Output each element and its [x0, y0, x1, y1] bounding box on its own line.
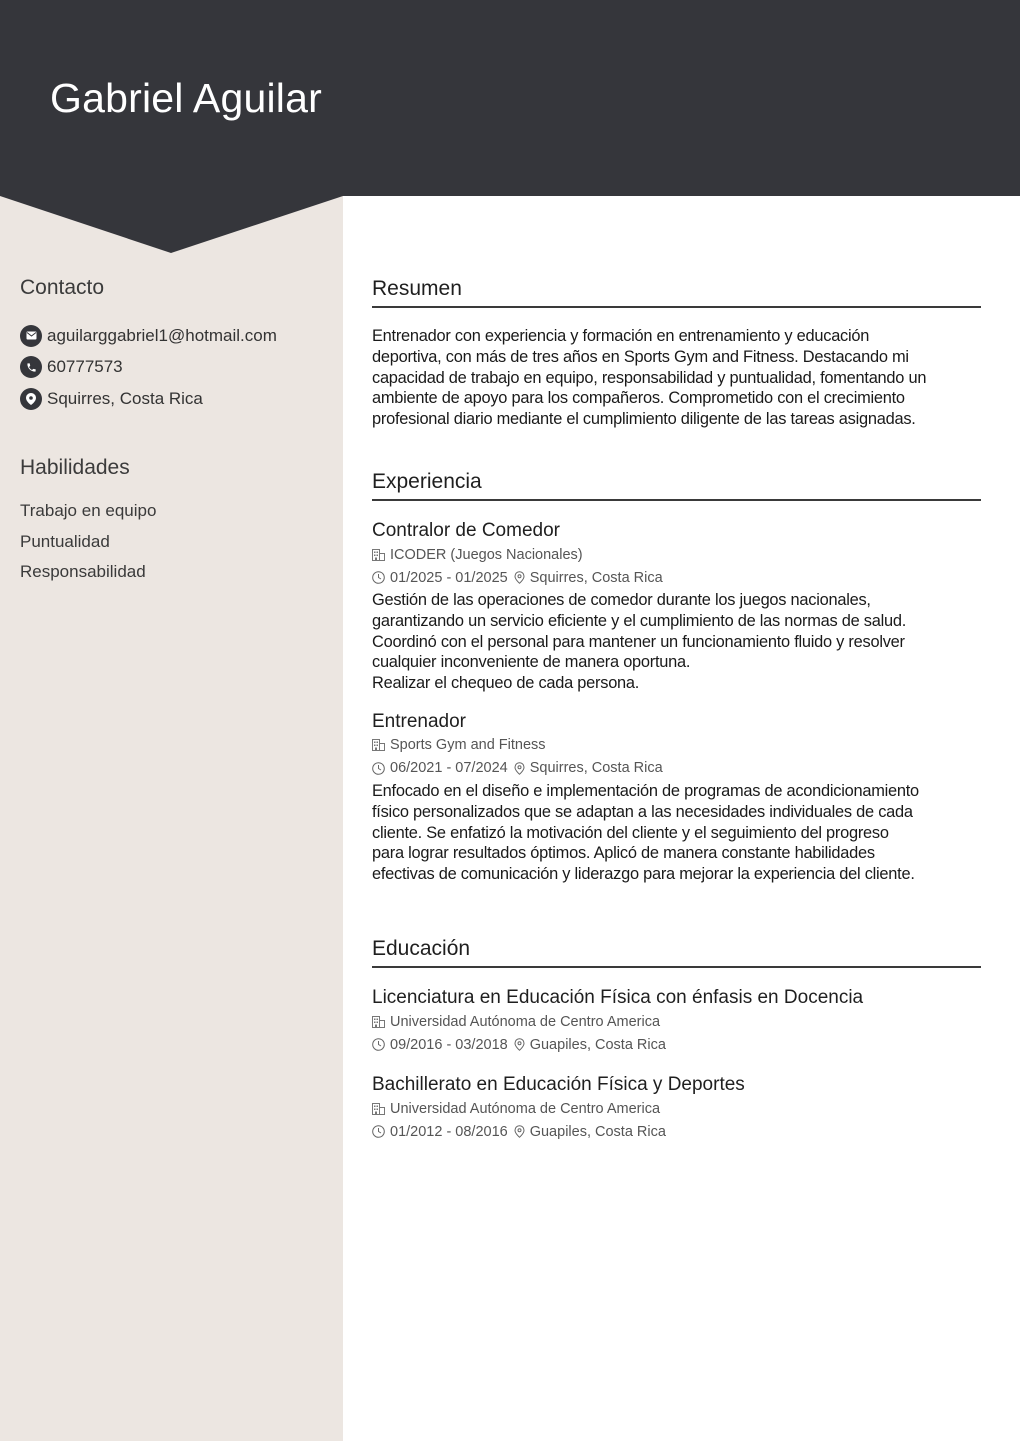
job-title: Contralor de Comedor — [372, 520, 560, 541]
contact-phone-text: 60777573 — [47, 357, 123, 377]
summary-line: deportiva, con más de tres años en Sports Gym and Fitness. Destacando mi — [372, 347, 909, 366]
clock-icon — [372, 762, 385, 775]
experience-heading: Experiencia — [372, 469, 981, 501]
location-pin-icon — [514, 762, 525, 775]
phone-icon — [20, 356, 42, 378]
employer-row — [372, 543, 981, 566]
clock-icon — [372, 1125, 385, 1138]
location-pin-icon — [514, 571, 525, 584]
clock-icon — [372, 1038, 385, 1051]
description-line: cliente. Se enfatizó la motivación del cliente y el seguimiento del progreso — [372, 823, 889, 842]
contact-email[interactable] — [20, 320, 277, 352]
dates-location-row — [372, 757, 981, 780]
dates-location-row — [372, 1120, 981, 1143]
building-icon — [372, 1103, 385, 1115]
education-entry — [372, 986, 981, 1056]
institution-row — [372, 1097, 981, 1120]
header-banner — [0, 0, 1020, 196]
building-icon — [372, 549, 385, 561]
skill-item: Responsabilidad — [20, 562, 146, 581]
date-range: 01/2025 - 01/2025 — [390, 569, 508, 586]
summary-line: Entrenador con experiencia y formación en entrenamiento y educación — [372, 327, 870, 345]
date-range: 09/2016 - 03/2018 — [390, 1036, 508, 1053]
envelope-icon — [20, 325, 42, 347]
candidate-name: Gabriel Aguilar — [50, 75, 322, 121]
job-description — [372, 590, 981, 694]
employer-row — [372, 734, 981, 757]
degree-title: Licenciatura en Educación Física con énfasis en Docencia — [372, 987, 864, 1008]
experience-section — [372, 469, 981, 885]
description-line: físico personalizados que se adaptan a las necesidades individuales de cada — [372, 802, 913, 821]
job-location: Squirres, Costa Rica — [529, 569, 663, 586]
building-icon — [372, 739, 385, 751]
institution-name: Universidad Autónoma de Centro America — [390, 1013, 661, 1030]
dates-location-row — [372, 566, 981, 589]
location-pin-icon — [514, 1038, 525, 1051]
date-range: 01/2012 - 08/2016 — [390, 1123, 508, 1140]
description-line: Enfocado en el diseño e implementación de programas de acondicionamiento — [372, 781, 919, 800]
date-range: 06/2021 - 07/2024 — [390, 760, 508, 777]
experience-entry — [372, 710, 981, 885]
building-icon — [372, 1016, 385, 1028]
skills-heading: Habilidades — [20, 456, 130, 479]
degree-title: Bachillerato en Educación Física y Deportes — [372, 1074, 745, 1095]
description-line: Realizar el chequeo de cada persona. — [372, 674, 640, 693]
description-line: cualquier inconveniente de manera oportuna. — [372, 653, 691, 672]
summary-line: profesional diario mediante el cumplimiento diligente de las tareas asignadas. — [372, 410, 916, 429]
contact-location-text: Squirres, Costa Rica — [47, 388, 203, 408]
contact-location — [20, 383, 277, 415]
location-pin-icon — [514, 1125, 525, 1138]
location-pin-icon — [20, 388, 42, 410]
summary-heading: Resumen — [372, 276, 981, 308]
dates-location-row — [372, 1033, 981, 1056]
summary-line: capacidad de trabajo en equipo, responsabilidad y puntualidad, fomentando un — [372, 368, 927, 387]
job-title: Entrenador — [372, 710, 467, 732]
summary-text — [372, 326, 981, 430]
description-line: Gestión de las operaciones de comedor durante los juegos nacionales, — [372, 591, 871, 609]
contact-heading: Contacto — [20, 276, 105, 299]
institution-location: Guapiles, Costa Rica — [529, 1123, 666, 1140]
skill-item: Puntualidad — [20, 531, 110, 551]
description-line: efectivas de comunicación y liderazgo para mejorar la experiencia del cliente. — [372, 865, 915, 884]
job-description — [372, 781, 981, 885]
description-line: garantizando un servicio eficiente y el cumplimiento de las normas de salud. — [372, 611, 907, 630]
experience-entry — [372, 519, 981, 694]
summary-line: ambiente de apoyo para los compañeros. Comprometido con el crecimiento — [372, 389, 905, 408]
contact-phone[interactable] — [20, 352, 277, 384]
institution-name: Universidad Autónoma de Centro America — [390, 1100, 661, 1117]
skill-item: Trabajo en equipo — [20, 501, 157, 520]
education-entry — [372, 1073, 981, 1143]
education-section — [372, 936, 981, 1143]
institution-row — [372, 1010, 981, 1033]
employer-name: Sports Gym and Fitness — [390, 737, 546, 754]
job-location: Squirres, Costa Rica — [529, 760, 663, 777]
contact-list — [20, 320, 277, 415]
employer-name: ICODER (Juegos Nacionales) — [390, 546, 583, 563]
clock-icon — [372, 571, 385, 584]
summary-section — [372, 276, 981, 430]
description-line: Coordinó con el personal para mantener un funcionamiento fluido y resolver — [372, 632, 905, 651]
institution-location: Guapiles, Costa Rica — [529, 1036, 666, 1053]
header-chevron — [0, 195, 343, 255]
education-heading: Educación — [372, 936, 981, 968]
description-line: para lograr resultados óptimos. Aplicó de manera constante habilidades — [372, 844, 875, 863]
skills-list — [20, 498, 156, 590]
contact-email-text: aguilarggabriel1@hotmail.com — [47, 325, 277, 345]
